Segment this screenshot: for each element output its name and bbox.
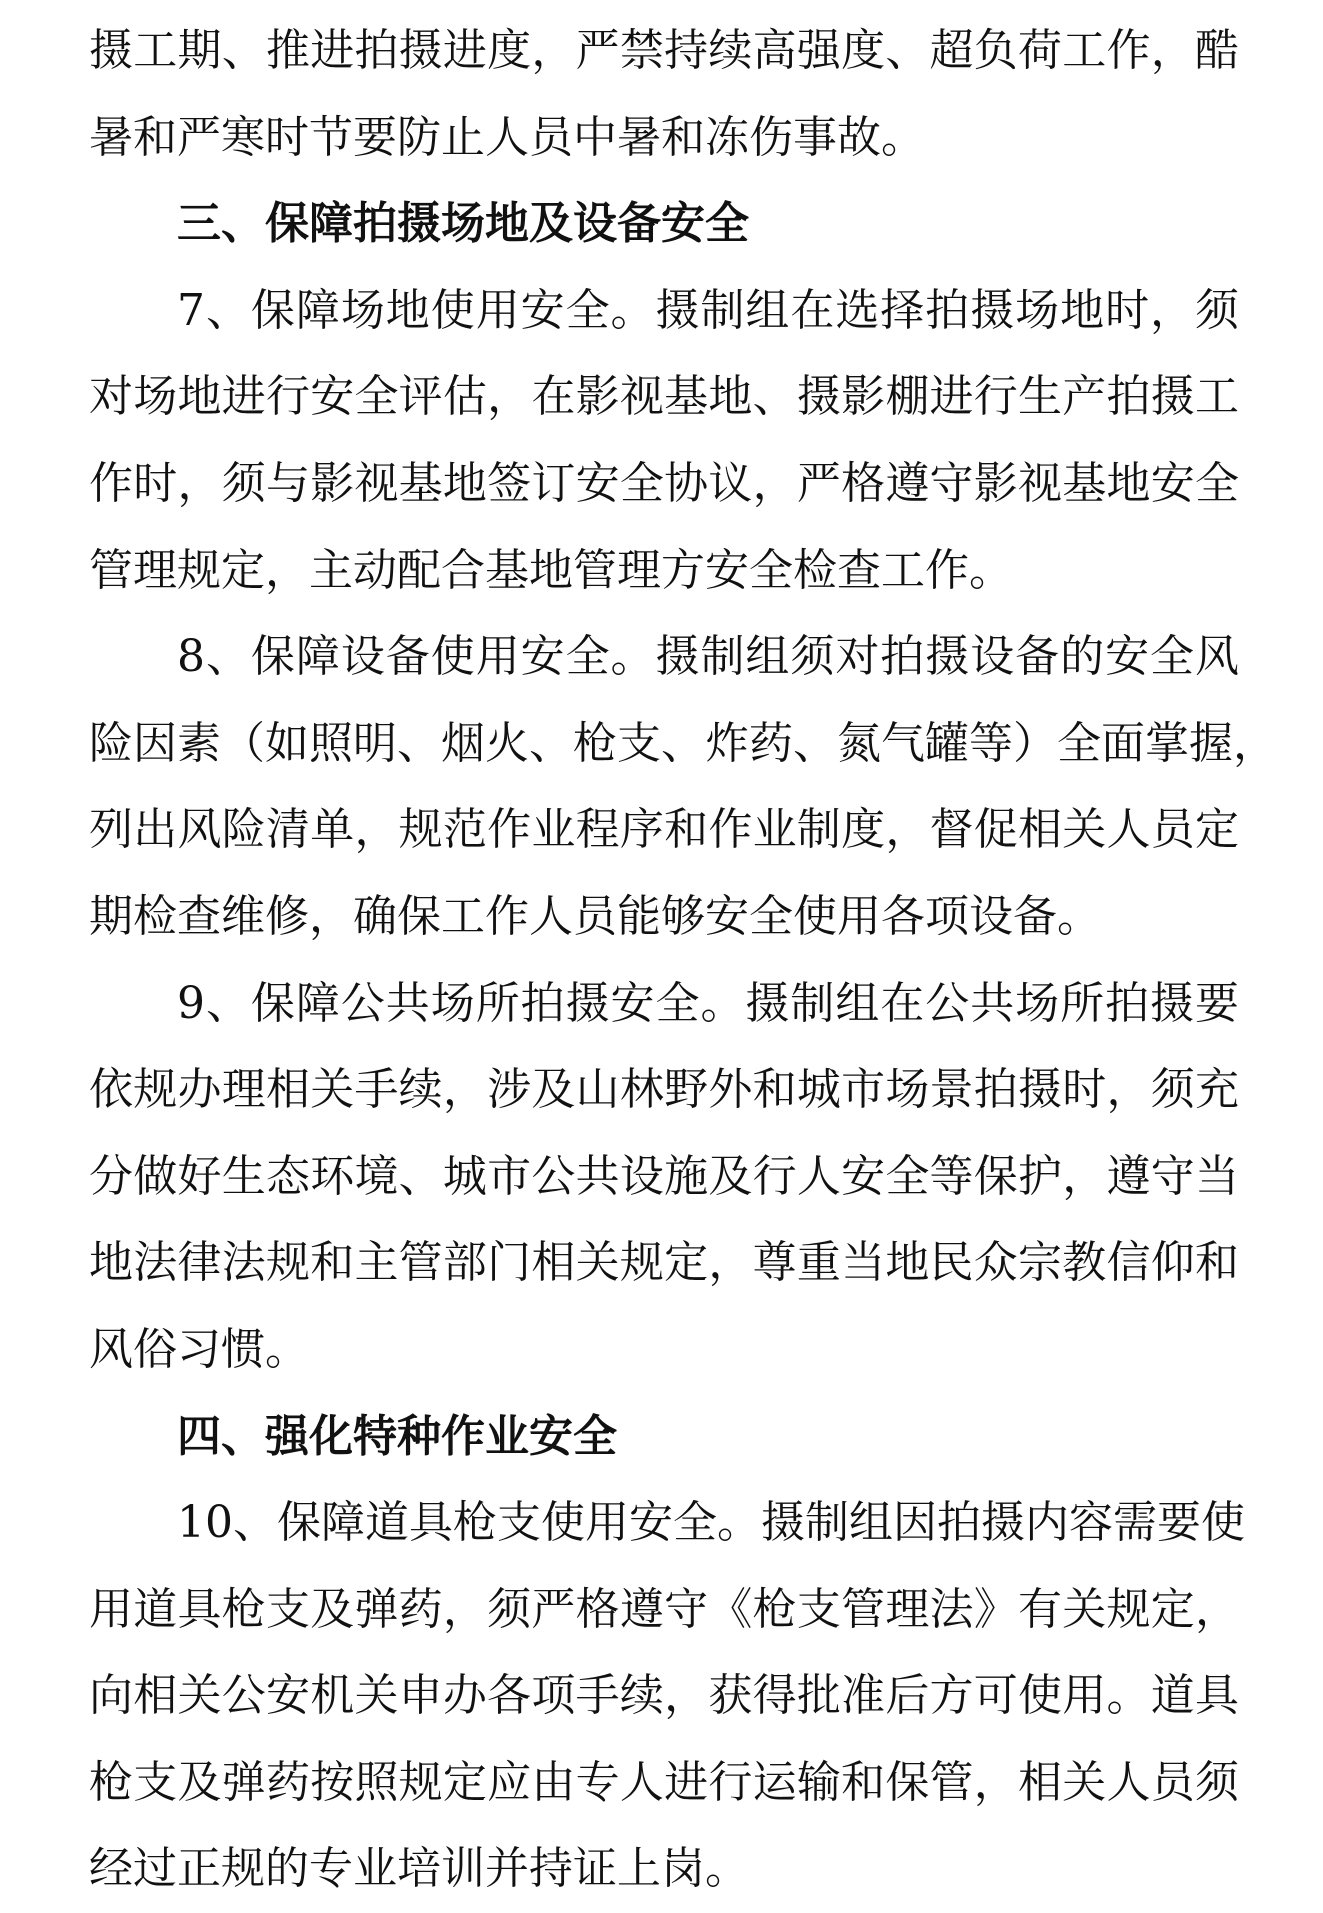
text-line: 10、保障道具枪支使用安全。摄制组因拍摄内容需要使	[177, 1497, 1245, 1549]
section-heading-4: 四、强化特种作业安全	[177, 1410, 617, 1462]
text-line: 对场地进行安全评估，在影视基地、摄影棚进行生产拍摄工	[89, 371, 1239, 423]
text-line: 管理规定，主动配合基地管理方安全检查工作。	[89, 544, 1013, 596]
text-line: 摄工期、推进拍摄进度，严禁持续高强度、超负荷工作，酷	[89, 25, 1239, 76]
text-line: 用道具枪支及弹药，须严格遵守《枪支管理法》有关规定，	[89, 1583, 1239, 1635]
text-line: 经过正规的专业培训并持证上岗。	[89, 1843, 749, 1895]
paragraph-10	[89, 1480, 1245, 1913]
section-heading-3: 三、保障拍摄场地及设备安全	[177, 198, 749, 250]
text-line: 暑和严寒时节要防止人员中暑和冻伤事故。	[89, 111, 925, 163]
document-page	[89, 8, 1277, 1913]
text-line: 8、保障设备使用安全。摄制组须对拍摄设备的安全风	[177, 631, 1239, 683]
text-line: 期检查维修，确保工作人员能够安全使用各项设备。	[89, 890, 1101, 942]
text-line: 枪支及弹药按照规定应由专人进行运输和保管，相关人员须	[89, 1756, 1239, 1808]
text-line: 依规办理相关手续，涉及山林野外和城市场景拍摄时，须充	[89, 1064, 1239, 1116]
text-line: 风俗习惯。	[89, 1323, 309, 1375]
paragraph-7	[89, 268, 1239, 614]
paragraph-continuation	[89, 8, 1239, 181]
text-line: 险因素（如照明、烟火、枪支、炸药、氮气罐等）全面掌握，	[89, 717, 1277, 769]
text-line: 向相关公安机关申办各项手续，获得批准后方可使用。道具	[89, 1670, 1239, 1722]
text-line: 分做好生态环境、城市公共设施及行人安全等保护，遵守当	[89, 1150, 1239, 1202]
text-line: 地法律法规和主管部门相关规定，尊重当地民众宗教信仰和	[89, 1237, 1239, 1289]
text-line: 7、保障场地使用安全。摄制组在选择拍摄场地时，须	[177, 284, 1239, 336]
paragraph-8	[89, 614, 1277, 960]
paragraph-9	[89, 961, 1239, 1394]
text-line: 列出风险清单，规范作业程序和作业制度，督促相关人员定	[89, 804, 1239, 856]
text-line: 作时，须与影视基地签订安全协议，严格遵守影视基地安全	[89, 457, 1239, 509]
text-line: 9、保障公共场所拍摄安全。摄制组在公共场所拍摄要	[177, 977, 1239, 1029]
